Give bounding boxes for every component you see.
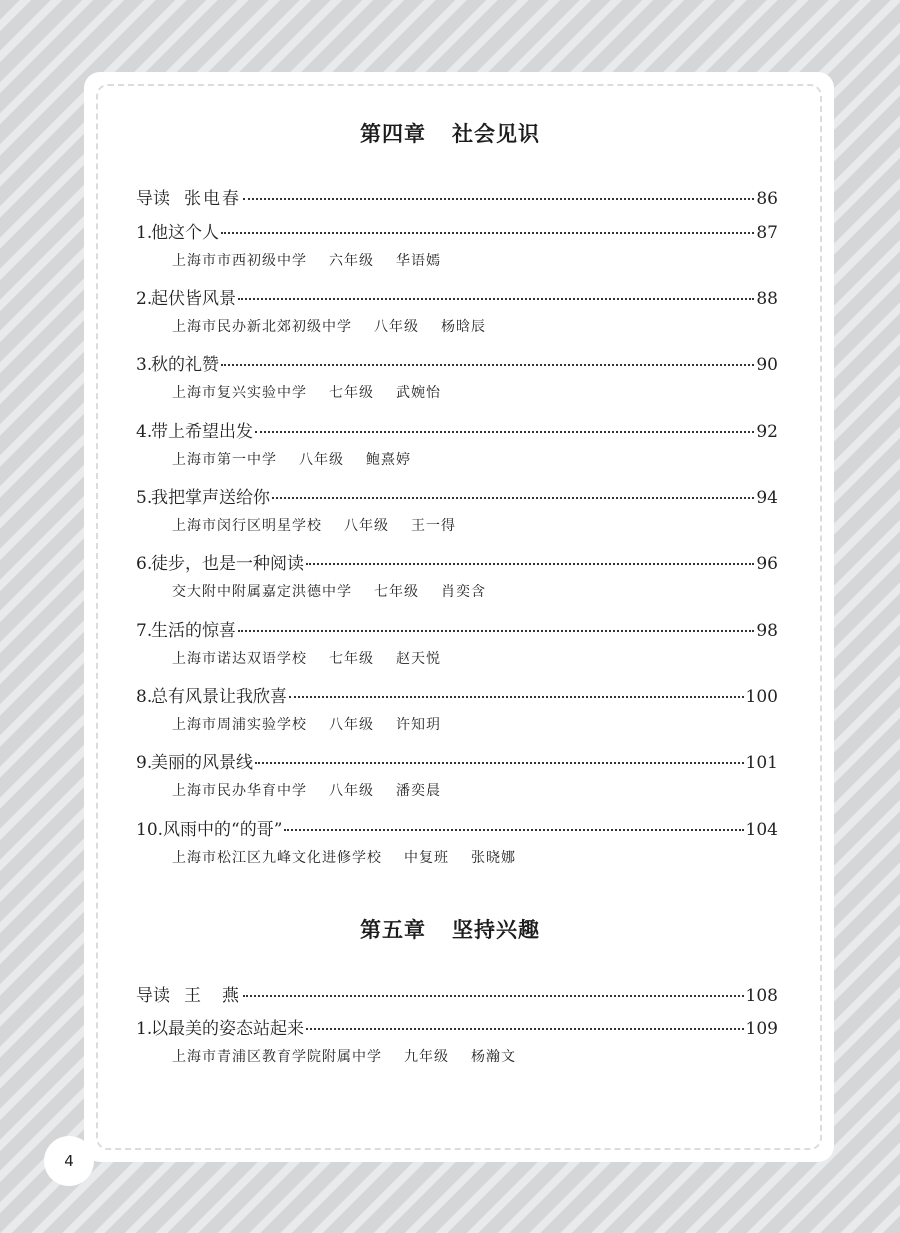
grade: 八年级 bbox=[299, 452, 344, 468]
entry-number: 10. bbox=[136, 820, 164, 840]
chapter-label: 第五章 bbox=[360, 917, 426, 942]
student: 潘奕晨 bbox=[396, 783, 441, 799]
dot-leader bbox=[238, 298, 754, 300]
grade: 七年级 bbox=[329, 651, 374, 667]
student: 杨晗辰 bbox=[441, 319, 486, 335]
toc-entry[interactable] bbox=[136, 1014, 778, 1038]
entry-author bbox=[172, 316, 486, 336]
grade: 七年级 bbox=[329, 385, 374, 401]
school: 上海市松江区九峰文化进修学校 bbox=[172, 850, 382, 866]
toc-intro[interactable] bbox=[136, 981, 778, 1005]
school: 上海市市西初级中学 bbox=[172, 253, 307, 269]
toc-entry[interactable] bbox=[136, 483, 778, 507]
page-number: 108 bbox=[745, 986, 778, 1006]
dot-leader bbox=[289, 696, 744, 698]
dot-leader bbox=[255, 431, 754, 433]
page-number: 88 bbox=[756, 289, 778, 309]
entry-title: 美丽的风景线 bbox=[151, 753, 253, 773]
school: 上海市民办新北郊初级中学 bbox=[172, 319, 352, 335]
student: 华语嫣 bbox=[396, 253, 441, 269]
entry-author bbox=[172, 847, 516, 867]
dot-leader bbox=[221, 232, 754, 234]
entry-author bbox=[172, 581, 486, 601]
entry-author bbox=[172, 515, 456, 535]
entry-title: 以最美的姿态站起来 bbox=[151, 1019, 304, 1039]
toc-entry[interactable] bbox=[136, 549, 778, 573]
page-number: 101 bbox=[745, 753, 778, 773]
page-number: 86 bbox=[756, 189, 778, 209]
entry-title: 他这个人 bbox=[151, 223, 219, 243]
entry-title: 徒步，也是一种阅读 bbox=[151, 554, 304, 574]
entry-title: 我把掌声送给你 bbox=[151, 488, 270, 508]
grade: 八年级 bbox=[344, 518, 389, 534]
chapter-4-title bbox=[0, 118, 900, 148]
page-number: 109 bbox=[745, 1019, 778, 1039]
toc-entry[interactable] bbox=[136, 682, 778, 706]
dot-leader bbox=[221, 364, 754, 366]
grade: 八年级 bbox=[374, 319, 419, 335]
entry-number: 8. bbox=[136, 687, 153, 707]
page-number: 90 bbox=[756, 355, 778, 375]
page-number: 87 bbox=[756, 223, 778, 243]
entry-author bbox=[172, 714, 441, 734]
intro-label: 导读 bbox=[136, 986, 170, 1006]
entry-number: 5. bbox=[136, 488, 153, 508]
dot-leader bbox=[238, 630, 754, 632]
entry-number: 4. bbox=[136, 422, 153, 442]
entry-title: 生活的惊喜 bbox=[151, 621, 236, 641]
toc-entry[interactable] bbox=[136, 748, 778, 772]
school: 上海市青浦区教育学院附属中学 bbox=[172, 1049, 382, 1065]
student: 许知玥 bbox=[396, 717, 441, 733]
grade: 八年级 bbox=[329, 717, 374, 733]
intro-label: 导读 bbox=[136, 189, 170, 209]
chapter-5-title bbox=[0, 914, 900, 944]
entry-author bbox=[172, 1046, 516, 1066]
entry-number: 3. bbox=[136, 355, 153, 375]
grade: 八年级 bbox=[329, 783, 374, 799]
page-number-badge bbox=[44, 1136, 94, 1186]
school: 上海市第一中学 bbox=[172, 452, 277, 468]
toc-entry[interactable] bbox=[136, 350, 778, 374]
page-number: 96 bbox=[756, 554, 778, 574]
student: 赵天悦 bbox=[396, 651, 441, 667]
toc-entry[interactable] bbox=[136, 284, 778, 308]
school: 交大附中附属嘉定洪德中学 bbox=[172, 584, 352, 600]
entry-title: 秋的礼赞 bbox=[151, 355, 219, 375]
page-number: 98 bbox=[756, 621, 778, 641]
entry-author bbox=[172, 780, 441, 800]
grade: 中复班 bbox=[404, 850, 449, 866]
student: 杨瀚文 bbox=[471, 1049, 516, 1065]
dot-leader bbox=[306, 563, 754, 565]
entry-author bbox=[172, 648, 441, 668]
student: 张晓娜 bbox=[471, 850, 516, 866]
school: 上海市民办华育中学 bbox=[172, 783, 307, 799]
school: 上海市复兴实验中学 bbox=[172, 385, 307, 401]
entry-number: 9. bbox=[136, 753, 153, 773]
page-number: 94 bbox=[756, 488, 778, 508]
page-number: 104 bbox=[745, 820, 778, 840]
chapter-name: 坚持兴趣 bbox=[452, 917, 540, 942]
page-number: 100 bbox=[745, 687, 778, 707]
grade: 九年级 bbox=[404, 1049, 449, 1065]
chapter-label: 第四章 bbox=[360, 121, 426, 146]
entry-number: 7. bbox=[136, 621, 153, 641]
toc-intro[interactable] bbox=[136, 184, 778, 208]
entry-title: 总有风景让我欣喜 bbox=[151, 687, 287, 707]
dot-leader bbox=[306, 1028, 744, 1030]
toc-entry[interactable] bbox=[136, 417, 778, 441]
dot-leader bbox=[243, 198, 754, 200]
intro-author: 王 燕 bbox=[184, 986, 241, 1006]
toc-entry[interactable] bbox=[136, 218, 778, 242]
page-number: 92 bbox=[756, 422, 778, 442]
dot-leader bbox=[243, 995, 744, 997]
toc-entry[interactable] bbox=[136, 815, 778, 839]
entry-number: 2. bbox=[136, 289, 153, 309]
entry-number: 1. bbox=[136, 1019, 153, 1039]
page-number-label: 4 bbox=[64, 1152, 74, 1170]
entry-title: 起伏皆风景 bbox=[151, 289, 236, 309]
school: 上海市周浦实验学校 bbox=[172, 717, 307, 733]
grade: 七年级 bbox=[374, 584, 419, 600]
entry-author bbox=[172, 382, 441, 402]
entry-author bbox=[172, 449, 411, 469]
entry-title: 风雨中的“的哥” bbox=[163, 820, 283, 840]
dot-leader bbox=[255, 762, 744, 764]
chapter-name: 社会见识 bbox=[452, 121, 540, 146]
entry-author bbox=[172, 250, 441, 270]
student: 王一得 bbox=[411, 518, 456, 534]
student: 鲍熹婷 bbox=[366, 452, 411, 468]
student: 肖奕含 bbox=[441, 584, 486, 600]
grade: 六年级 bbox=[329, 253, 374, 269]
school: 上海市闵行区明星学校 bbox=[172, 518, 322, 534]
toc-entry[interactable] bbox=[136, 616, 778, 640]
student: 武婉怡 bbox=[396, 385, 441, 401]
entry-number: 1. bbox=[136, 223, 153, 243]
school: 上海市诺达双语学校 bbox=[172, 651, 307, 667]
intro-author: 张电春 bbox=[184, 189, 241, 209]
entry-title: 带上希望出发 bbox=[151, 422, 253, 442]
dot-leader bbox=[272, 497, 754, 499]
entry-number: 6. bbox=[136, 554, 153, 574]
dot-leader bbox=[284, 829, 743, 831]
